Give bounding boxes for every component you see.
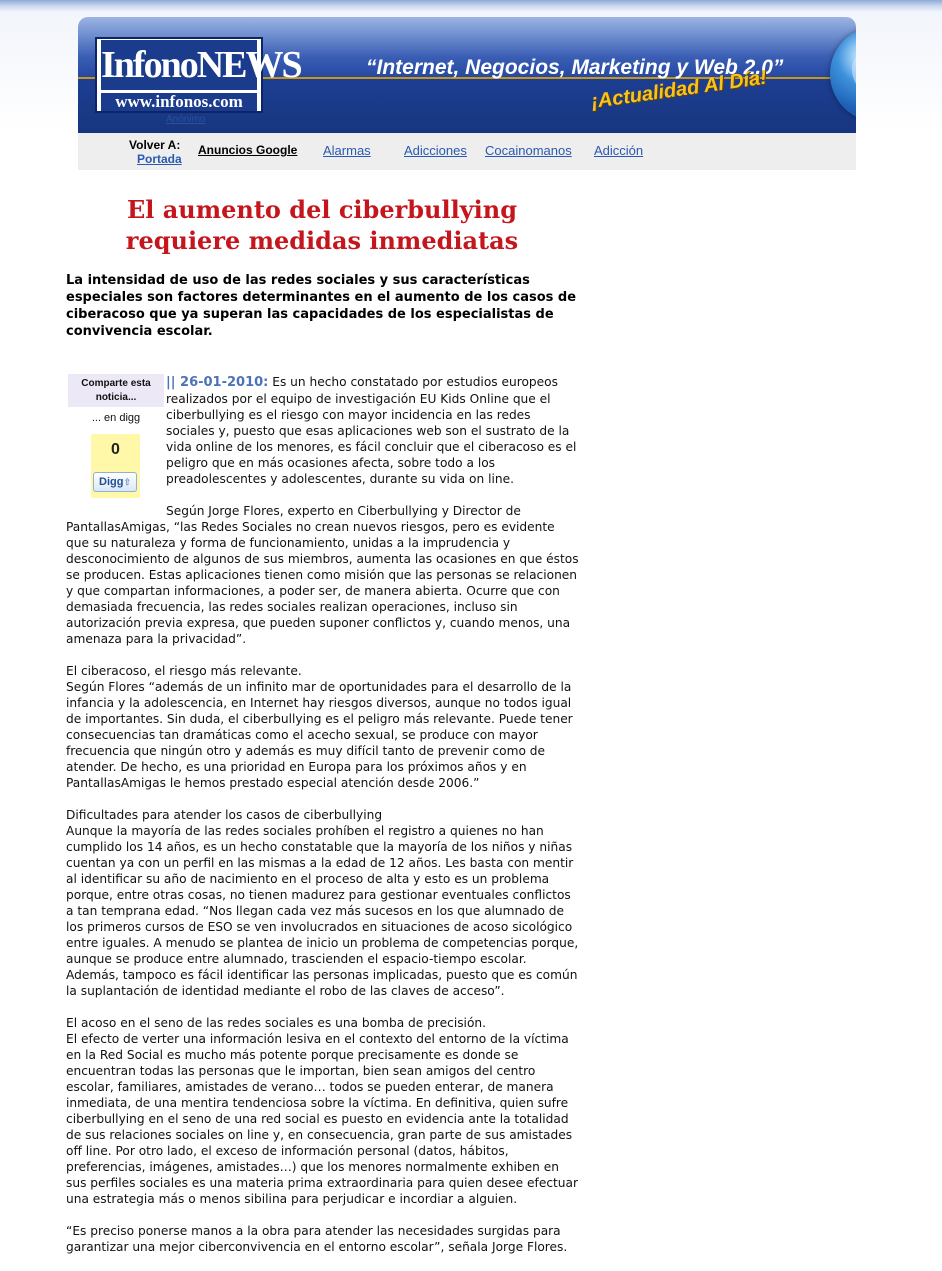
site-tagline: ¡Actualidad Al Día!	[589, 66, 769, 114]
google-ads-label[interactable]: Anuncios Google	[198, 143, 298, 157]
top-nav-bar	[78, 133, 856, 170]
article-title: El aumento del ciberbullying requiere medidas inmediatas	[125, 195, 519, 255]
digg-button-label: Digg	[99, 476, 124, 488]
site-logo[interactable]	[95, 37, 301, 113]
article-paragraph: || 26-01-2010: Es un hecho constatado por estudios europeos realizados por el equipo de investigación EU Kids Online que el ciberbullying es el riesgo con mayor incidencia en las redes sociales y, puesto que esas aplicaciones web son el sustrato de la vida online de los menores, es fácil concluir que el ciberacoso es el peligro que en más ocasiones afecta, sobre todo a los preadolescentes y adolescentes, durante su vida on line.	[166, 375, 577, 486]
article-paragraph: “Es preciso ponerse manos a la obra para atender las necesidades surgidas para garantizar una mejor ciberconvivencia en el entorno escolar”, señala Jorge Flores.	[66, 1224, 568, 1254]
logo-name: InfonoNEWS	[101, 40, 257, 90]
nav-link-adicciones[interactable]: Adicciones	[404, 143, 467, 158]
share-widget	[68, 374, 164, 494]
article-body	[66, 374, 580, 1271]
article-paragraph: Según Jorge Flores, experto en Ciberbullying y Director de PantallasAmigas, “las Redes Sociales no crean nuevos riesgos, pero es evidente que su naturaleza y forma de funcionamiento, unidas a la imprudencia y desconocimiento de algunos de sus miembros, aumenta las ocasiones en que éstos se producen. Estas aplicaciones tienen como misión que las personas se relacionen y que compartan informaciones, a poder ser, de manera abierta. Ocurre que con demasiada frecuencia, las redes sociales realizan operaciones, incluso sin autorización previa expresa, que pueden suponer conflictos y, cuando menos, una amenaza para la privacidad”.	[66, 504, 579, 646]
article-paragraph: El ciberacoso, el riesgo más relevante. Según Flores “además de un infinito mar de oportunidades para el desarrollo de la infancia y la adolescencia, en Internet hay riesgos diversos, aunque no todos igual de importantes. Sin duda, el ciberbullying es el peligro más relevante. Puede tener consecuencias tan dramáticas como el acecho sexual, se produce con mayor frecuencia que ningún otro y además es muy difícil tanto de prevenir como de atender. De hecho, es una prioridad en Europa para los próximos años y en PantallasAmigas le hemos prestado especial atención desde 2006.”	[66, 664, 573, 790]
globe-landmass	[852, 52, 856, 92]
digg-counter-box	[91, 434, 140, 498]
share-box-label: Comparte esta noticia...	[68, 374, 164, 407]
site-header	[78, 17, 856, 133]
digg-count: 0	[111, 441, 120, 458]
home-link[interactable]: Portada	[137, 152, 182, 166]
article-paragraph: Dificultades para atender los casos de ciberbullying Aunque la mayoría de las redes sociales prohíben el registro a quienes no han cumplido los 14 años, es un hecho constatable que la mayoría de los niños y niñas cuentan ya con un perfil en las mismas a la edad de 12 años. Les basta con mentir al identificar su año de nacimiento en el proceso de alta y esto es un problema porque, entre otras cosas, no tienen madurez para gestionar eventuales conflictos a tan temprana edad. “Nos llegan cada vez más sucesos en los que alumnado de los primeros cursos de ESO se ven involucrados en situaciones de acoso sicológico entre iguales. A menudo se plantea de inicio un problema de competencias porque, aunque se produce entre alumnado, trascienden el espacio-tiempo escolar. Además, tampoco es fácil identificar las personas implicadas, puesto que es común la suplantación de identidad mediante el robo de las claves de acceso”.	[66, 808, 579, 998]
site-slogan: “Internet, Negocios, Marketing y Web 2.0”	[366, 56, 784, 79]
article-lead: La intensidad de uso de las redes sociales y sus características especiales son factores determinantes en el aumento de los casos de ciberacoso que ya superan las capacidades de los especialistas de convivencia escolar.	[66, 273, 577, 339]
arrow-up-icon: ⇧	[123, 477, 131, 487]
logo-url: www.infonos.com	[101, 93, 257, 111]
nav-link-alarmas[interactable]: Alarmas	[323, 143, 371, 158]
anonymous-link[interactable]: Anónimo	[166, 114, 206, 125]
share-digg-label: ... en digg	[91, 412, 141, 424]
digg-button[interactable]	[93, 472, 137, 492]
nav-link-adiccion[interactable]: Adicción	[594, 143, 644, 158]
article-date: || 26-01-2010:	[166, 375, 269, 390]
nav-link-cocainomanos[interactable]: Cocainomanos	[485, 143, 572, 158]
article-paragraph: El acoso en el seno de las redes sociales es una bomba de precisión. El efecto de verter una información lesiva en el contexto del entorno de la víctima en la Red Social es mucho más potente porque precisamente es donde se encuentran todas las personas que le importan, bien sean amigos del centro escolar, familiares, amistades de verano… todos se pueden enterar, de manera inmediata, de una mentira tendenciosa sobre la víctima. En definitiva, quien sufre ciberbullying en el seno de una red social es puesto en evidencia ante la totalidad de sus relaciones sociales on line y, en consecuencia, gran parte de sus amistades off line. Por otro lado, el exceso de información personal (datos, hábitos, preferencias, imágenes, amistades…) que los menores normalmente exhiben en sus perfiles sociales es una materia prima extraordinaria para quien desee efectuar una estrategia más o menos sibilina para perjudicar e incordiar a alguien.	[66, 1016, 578, 1206]
back-to-label: Volver A:	[129, 138, 181, 152]
